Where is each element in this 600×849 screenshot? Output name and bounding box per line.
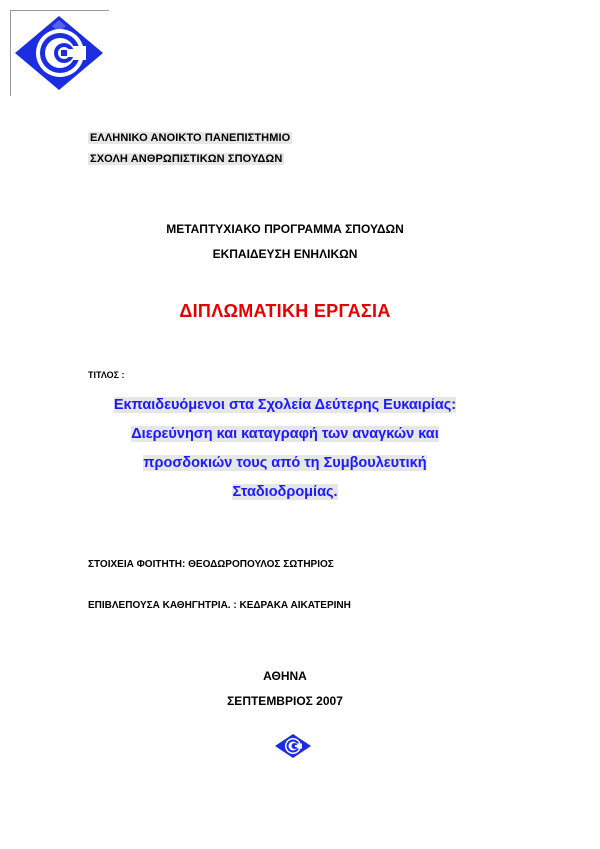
thesis-title [0, 391, 570, 507]
date: ΣΕΠΤΕΜΒΡΙΟΣ 2007 [227, 694, 343, 708]
document-type-title: ΔΙΠΛΩΜΑΤΙΚΗ ΕΡΓΑΣΙΑ [179, 301, 391, 321]
institution-name [88, 132, 292, 144]
thesis-title-line: Εκπαιδευόμενοι στα Σχολεία Δεύτερης Ευκαιρίας: [113, 397, 457, 413]
title-label: ΤΙΤΛΟΣ : [88, 370, 125, 380]
university-logo-icon [10, 10, 108, 96]
program-name: ΜΕΤΑΠΤΥΧΙΑΚΟ ΠΡΟΓΡΑΜΜΑ ΣΠΟΥΔΩΝ [166, 222, 404, 236]
thesis-title-line: Διερεύνηση και καταγραφή των αναγκών και [131, 426, 439, 442]
student-info: ΣΤΟΙΧΕΙΑ ΦΟΙΤΗΤΗ: ΘΕΟΔΩΡΟΠΟΥΛΟΣ ΣΩΤΗΡΙΟΣ [88, 559, 334, 570]
university-name: ΕΛΛΗΝΙΚΟ ΑΝΟΙΚΤΟ ΠΑΝΕΠΙΣΤΗΜΙΟ [90, 132, 291, 144]
city: ΑΘΗΝΑ [263, 669, 307, 683]
thesis-title-line: Σταδιοδρομίας. [232, 484, 338, 500]
thesis-title-line: προσδοκιών τους από τη Συμβουλευτική [143, 455, 427, 471]
university-logo-icon [274, 733, 312, 759]
supervisor-info: ΕΠΙΒΛΕΠΟΥΣΑ ΚΑΘΗΓΗΤΡΙΑ. : ΚΕΔΡΑΚΑ ΑΙΚΑΤΕΡΙΝΗ [88, 600, 351, 611]
school-name-row [88, 153, 284, 165]
school-name: ΣΧΟΛΗ ΑΝΘΡΩΠΙΣΤΙΚΩΝ ΣΠΟΥΔΩΝ [90, 153, 283, 165]
program-specialization: ΕΚΠΑΙΔΕΥΣΗ ΕΝΗΛΙΚΩΝ [212, 247, 358, 261]
